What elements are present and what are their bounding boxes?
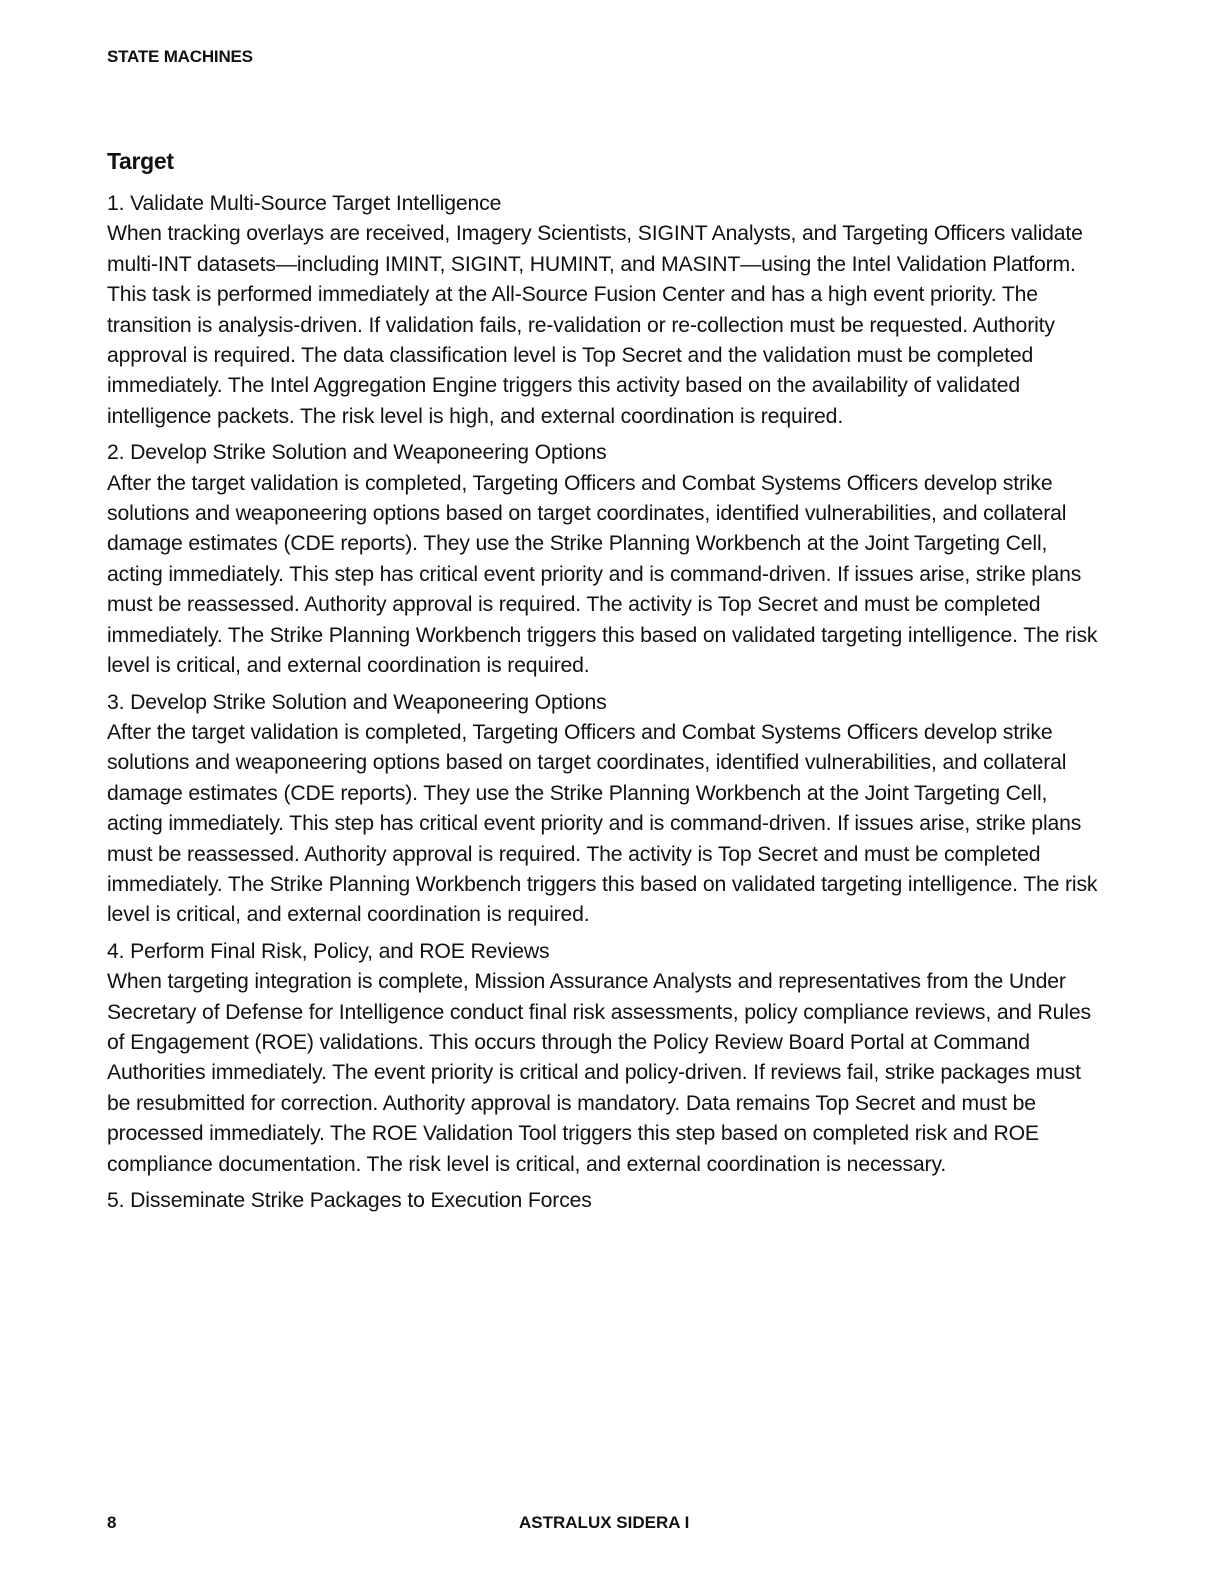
step-title: 2. Develop Strike Solution and Weaponeering Options xyxy=(107,441,607,465)
footer-title: ASTRALUX SIDERA I xyxy=(519,1513,690,1532)
step-title: 5. Disseminate Strike Packages to Execution Forces xyxy=(107,1189,592,1212)
step-item xyxy=(107,688,1107,931)
section-title: Target xyxy=(107,148,174,174)
running-header: STATE MACHINES xyxy=(107,47,253,66)
step-item xyxy=(107,438,1107,681)
step-item xyxy=(107,1186,1107,1216)
step-title: 4. Perform Final Risk, Policy, and ROE Reviews xyxy=(107,939,550,963)
step-item xyxy=(107,937,1107,1180)
step-title: 1. Validate Multi-Source Target Intelligence xyxy=(107,192,502,215)
step-description: After the target validation is completed, Targeting Officers and Combat Systems Officers develop strike solutions and weaponeering options based on target coordinates, identified vulnerabilities, and collateral damage estimates (CDE reports). They use the Strike Planning Workbench at the Joint Targeting Cell, acting immediately. This step has critical event priority and is command-driven. If issues arise, strike plans must be reassessed. Authority approval is required. The activity is Top Secret and must be completed immediately. The Strike Planning Workbench triggers this based on validated targeting intelligence. The risk level is critical, and external coordination is required. xyxy=(107,720,1098,927)
step-item xyxy=(107,189,1107,432)
document-body xyxy=(107,145,1107,1222)
step-description: When tracking overlays are received, Imagery Scientists, SIGINT Analysts, and Targeting Officers validate multi-INT datasets—including IMINT, SIGINT, HUMINT, and MASINT—using the Intel Validation Platform. This task is performed immediately at the All-Source Fusion Center and has a high event priority. The transition is analysis-driven. If validation fails, re-validation or re-collection must be requested. Authority approval is required. The data classification level is Top Secret and the validation must be completed immediately. The Intel Aggregation Engine triggers this activity based on the availability of validated intelligence packets. The risk level is high, and external coordination is required. xyxy=(107,222,1083,428)
step-title: 3. Develop Strike Solution and Weaponeering Options xyxy=(107,690,607,714)
page-number: 8 xyxy=(107,1513,117,1532)
step-description: After the target validation is completed, Targeting Officers and Combat Systems Officers develop strike solutions and weaponeering options based on target coordinates, identified vulnerabilities, and collateral damage estimates (CDE reports). They use the Strike Planning Workbench at the Joint Targeting Cell, acting immediately. This step has critical event priority and is command-driven. If issues arise, strike plans must be reassessed. Authority approval is required. The activity is Top Secret and must be completed immediately. The Strike Planning Workbench triggers this based on validated targeting intelligence. The risk level is critical, and external coordination is required. xyxy=(107,471,1098,678)
step-description: When targeting integration is complete, Mission Assurance Analysts and representatives from the Under Secretary of Defense for Intelligence conduct final risk assessments, policy compliance reviews, and Rules of Engagement (ROE) validations. This occurs through the Policy Review Board Portal at Command Authorities immediately. The event priority is critical and policy-driven. If reviews fail, strike packages must be resubmitted for correction. Authority approval is mandatory. Data remains Top Secret and must be processed immediately. The ROE Validation Tool triggers this step based on completed risk and ROE compliance documentation. The risk level is critical, and external coordination is necessary. xyxy=(107,970,1091,1176)
